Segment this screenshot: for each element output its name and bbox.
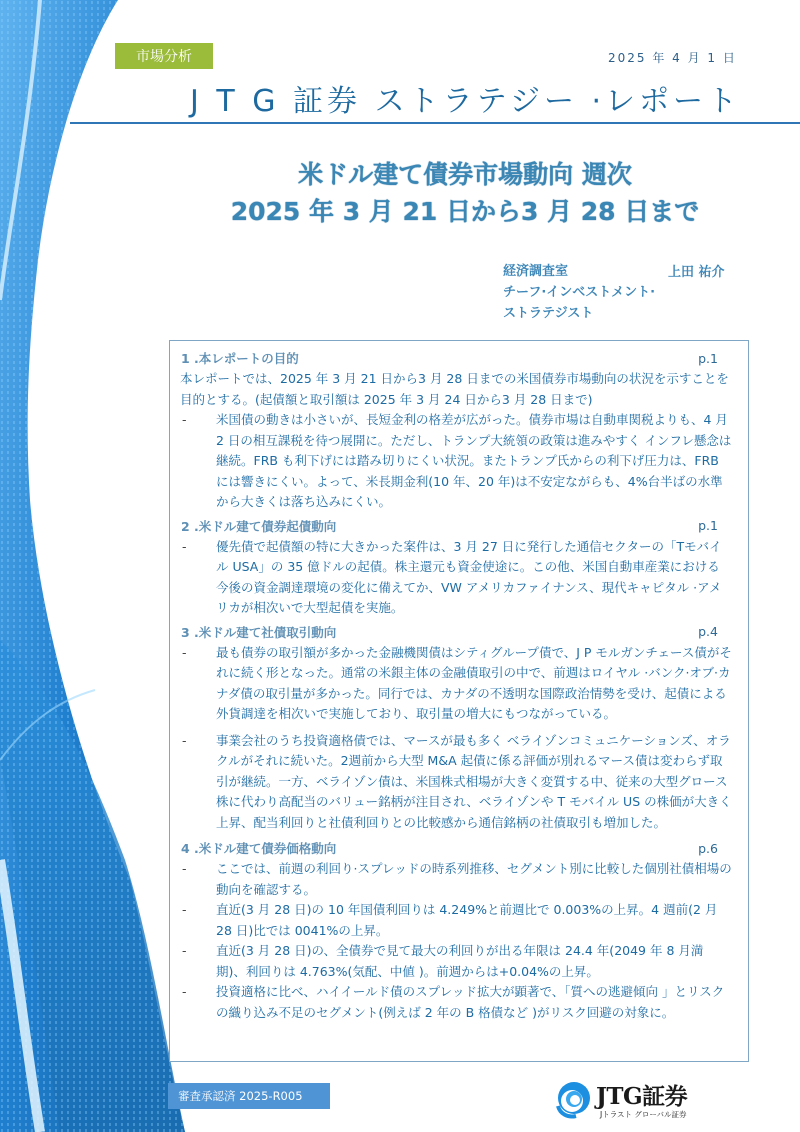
author-role-line-1: チーフ·インベストメント· [503,285,656,300]
section-1-heading [180,347,738,369]
section-1-intro: 本レポートでは、2025 年 3 月 21 日から3 月 28 日までの米国債券市場動向の状況を示すことを目的とする。(起債額と取引額は 2025 年 3 月 24 日から3 月 28 日まで) [180,371,729,407]
section-1-bullet-1: 米国債の動きは小さいが、長短金利の格差が広がった。債券市場は自動車関税よりも、4 月 2 日の相互課税を待つ展開に。ただし、トランプ大統領の政策は進みやすく インフレ懸念は継続。FRB も利下げには踏み切りにくい状況。またトランプ氏からの利下げ圧力は、FRB には響きにくい。よって、米長期金利(10 年、20 年)は不安定ながらも、4%台半ばの水準から大きくは落ち込みにくい。 [216,412,732,509]
summary-box [169,340,749,1062]
section-4-bullet-2: 直近(3 月 28 日)の 10 年国債利回りは 4.249%と前週比で 0.003%の上昇。4 週前(2 月 28 日)比では 0041%の上昇。 [216,902,718,938]
section-2-heading [180,515,738,537]
company-logo [552,1078,712,1124]
list-item: - ここでは、前週の利回り·スプレッドの時系列推移、セグメント別に比較した個別社債相場の動向を確認する。 [180,859,738,900]
list-item: - 直近(3 月 28 日)の、全債券で見て最大の利回りが出る年限は 24.4 年(2049 年 8 月満期)、利回りは 4.763%(気配、中値 )。前週からは+0.04%の上昇。 [180,941,738,982]
section-3-heading [180,621,738,643]
header-divider [70,122,800,124]
section-4-bullet-1: ここでは、前週の利回り·スプレッドの時系列推移、セグメント別に比較した個別社債相場の動向を確認する。 [216,861,732,897]
jtg-logo-icon [552,1080,592,1120]
section-2-title: 2 .米ドル建て債券起債動向 [181,518,337,534]
list-item: - 優先債で起債額の特に大きかった案件は、3 月 27 日に発行した通信セクターの「Tモバイル USA」の 35 億ドルの起債。株主還元も資金使途に。この他、米国自動車産業における今後の資金調達環境の変化に備えてか、VW アメリカファイナンス、現代キャピタル ·アメリカが相次いで大型起債を実施。 [180,537,738,619]
author-department: 経済調査室 [503,264,569,279]
section-4-heading [180,837,738,859]
section-3-bullet-2: 事業会社のうち投資適格債では、マースが最も多く ベライゾンコミュニケーションズ、オラクルがそれに続いた。2週前から大型 M&A 起債に係る評価が別れるマース債は変わらず取引が継続。一方、ベライゾン債は、米国株式相場が大きく変質する中、従来の大型グロース株に代わり高配当のバリュー銘柄が注目され、ベライゾンや T モバイル US の株価が大きく上昇、配当利回りと社債利回りとの比較感から通信銘柄の社債取引も増加した。 [216,732,732,830]
author-affiliation [503,261,655,324]
section-1-title: 1 .本レポートの目的 [181,351,299,366]
report-date: 2025 年 4 月 1 日 [608,51,737,65]
approval-badge: 審査承認済 2025-R005 [168,1083,330,1109]
section-4-bullet-4: 投資適格に比べ、ハイイールド債のスプレッド拡大が顕著で、「質への逃避傾向 」とリスクの織り込み不足のセグメント(例えば 2 年の B 格債など )がリスク回避の対象に。 [216,984,725,1020]
category-tag: 市場分析 [115,43,213,69]
section-1-page-ref: p.1 [698,350,718,366]
title-line-2: 2025 年 3 月 21 日から3 月 28 日まで [230,197,700,226]
list-item: - 直近(3 月 28 日)の 10 年国債利回りは 4.249%と前週比で 0.003%の上昇。4 週前(2 月 28 日)比では 0041%の上昇。 [180,900,738,941]
report-series-title: J T G 証券 ストラテジー ·レポート [190,84,742,119]
list-item: - 投資適格に比べ、ハイイールド債のスプレッド拡大が顕著で、「質への逃避傾向 」とリスクの織り込み不足のセグメント(例えば 2 年の B 格債など )がリスク回避の対象に。 [180,982,738,1023]
list-item: - 米国債の動きは小さいが、長短金利の格差が広がった。債券市場は自動車関税よりも、4 月 2 日の相互課税を待つ展開に。ただし、トランプ大統領の政策は進みやすく インフレ懸念は継続。FRB も利下げには踏み切りにくい状況。またトランプ氏からの利下げ圧力は、FRB には響きにくい。よって、米長期金利(10 年、20 年)は不安定ながらも、4%台半ばの水準から大きくは落ち込みにくい。 [180,410,738,513]
section-3-page-ref: p.4 [698,624,718,639]
section-4-title: 4 .米ドル建て債券価格動向 [181,841,337,856]
section-3-title: 3 .米ドル建て社債取引動向 [181,624,337,640]
author-name: 上田 祐介 [668,265,725,280]
section-3-bullet-1: 最も債券の取引額が多かった金融機関債はシティグループ債で、J P モルガンチェース債がそれに続く形となった。通常の米銀主体の金融債取引の中で、前週はロイヤル ·バンク·オブ·カナダ債の取引量が多かった。同行では、カナダの不透明な国際政治情勢を受け、起債による外貨調達を相次いで実施しており、取引量の増大にもつながっている。 [216,644,732,721]
list-item: - 事業会社のうち投資適格債では、マースが最も多く ベライゾンコミュニケーションズ、オラクルがそれに続いた。2週前から大型 M&A 起債に係る評価が別れるマース債は変わらず取引が継続。一方、ベライゾン債は、米国株式相場が大きく変質する中、従来の大型グロース株に代わり高配当のバリュー銘柄が注目され、ベライゾンや T モバイル US の株価が大きく上昇、配当利回りと社債利回りとの比較感から通信銘柄の社債取引も増加した。 [180,731,738,834]
author-role-line-2: ストラテジスト [503,306,594,321]
page-title [180,156,750,230]
list-item: - 最も債券の取引額が多かった金融機関債はシティグループ債で、J P モルガンチェース債がそれに続く形となった。通常の米銀主体の金融債取引の中で、前週はロイヤル ·バンク·オブ·カナダ債の取引量が多かった。同行では、カナダの不透明な国際政治情勢を受け、起債による外貨調達を相次いで実施しており、取引量の増大にもつながっている。 [180,643,738,725]
section-4-page-ref: p.6 [698,840,718,856]
section-4-bullet-3: 直近(3 月 28 日)の、全債券で見て最大の利回りが出る年限は 24.4 年(2049 年 8 月満期)、利回りは 4.763%(気配、中値 )。前週からは+0.04%の上昇。 [216,943,704,979]
title-line-1: 米ドル建て債券市場動向 週次 [298,160,632,189]
logo-subtext: Jトラスト グローバル証券 [600,1110,687,1119]
section-2-bullet-1: 優先債で起債額の特に大きかった案件は、3 月 27 日に発行した通信セクターの「Tモバイル USA」の 35 億ドルの起債。株主還元も資金使途に。この他、米国自動車産業における今後の資金調達環境の変化に備えてか、VW アメリカファイナンス、現代キャピタル ·アメリカが相次いで大型起債を実施。 [216,538,722,615]
logo-wordmark: JTG証券 [596,1083,688,1110]
section-2-page-ref: p.1 [698,518,718,533]
